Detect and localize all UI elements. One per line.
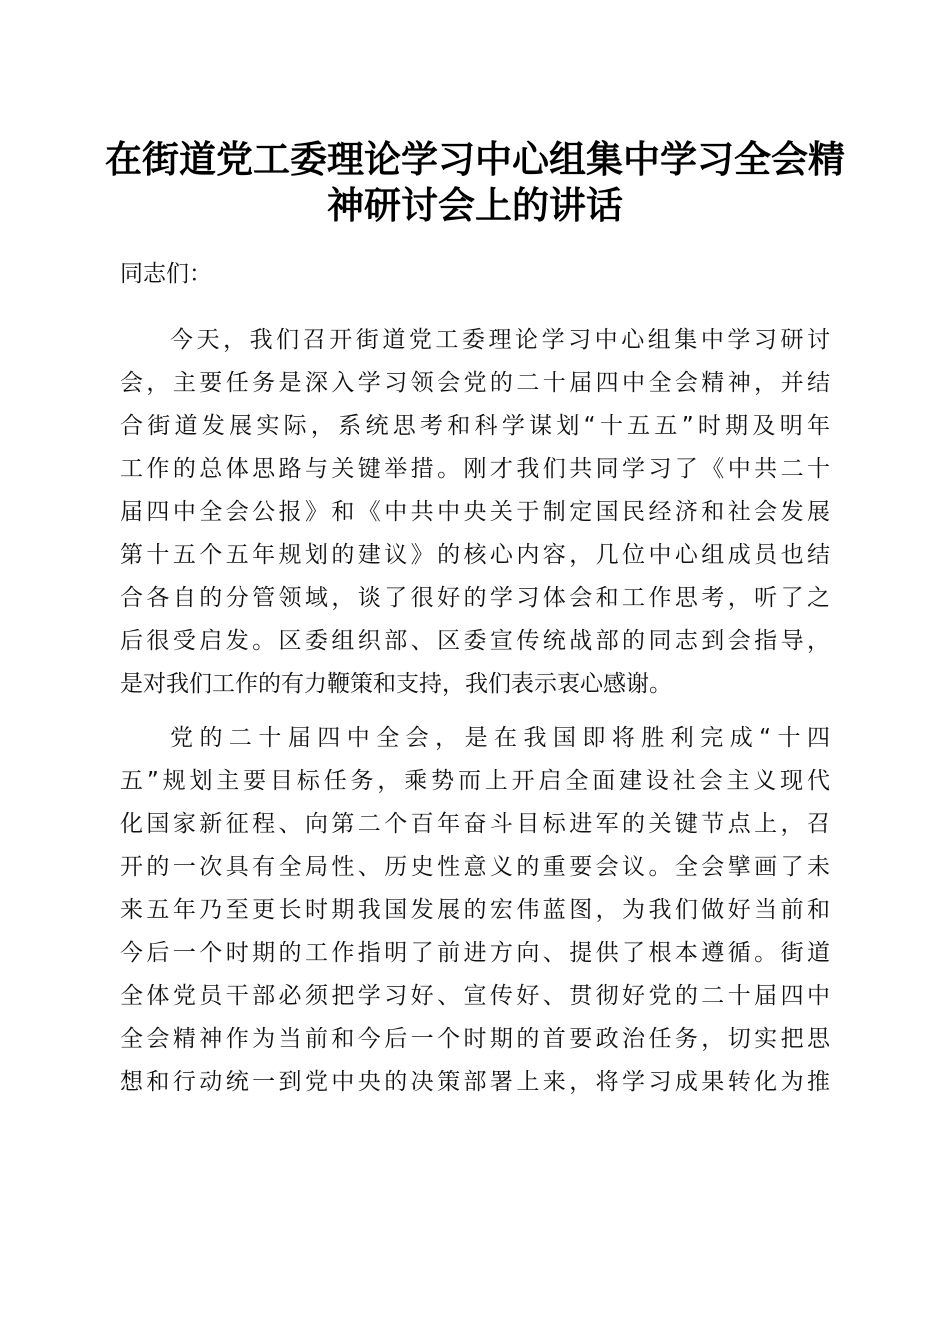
paragraph-line: 全体党员干部必须把学习好、宣传好、贯彻好党的二十届四中 (120, 983, 830, 1009)
paragraph-2 (120, 717, 830, 1104)
paragraph-1 (120, 319, 830, 706)
paragraph-line: 今后一个时期的工作指明了前进方向、提供了根本遵循。街道 (120, 940, 830, 966)
paragraph-line: 化国家新征程、向第二个百年奋斗目标进军的关键节点上，召 (120, 811, 830, 837)
salutation: 同志们： (120, 261, 212, 287)
paragraph-line: 想和行动统一到党中央的决策部署上来，将学习成果转化为推 (120, 1069, 830, 1095)
document-title-line-2: 神研讨会上的讲话 (327, 183, 623, 227)
paragraph-line: 合街道发展实际，系统思考和科学谋划“十五五”时期及明年 (120, 413, 830, 439)
document-title-line-1: 在街道党工委理论学习中心组集中学习全会精 (105, 137, 845, 181)
paragraph-line: 是对我们工作的有力鞭策和支持，我们表示衷心感谢。 (120, 671, 672, 697)
paragraph-line: 第十五个五年规划的建议》的核心内容，几位中心组成员也结 (120, 542, 830, 568)
paragraph-line: 党的二十届四中全会，是在我国即将胜利完成“十四 (170, 725, 830, 751)
paragraph-line: 届四中全会公报》和《中共中央关于制定国民经济和社会发展 (120, 499, 830, 525)
paragraph-line: 后很受启发。区委组织部、区委宣传统战部的同志到会指导， (120, 628, 830, 654)
paragraph-line: 合各自的分管领域，谈了很好的学习体会和工作思考，听了之 (120, 585, 830, 611)
paragraph-line: 今天，我们召开街道党工委理论学习中心组集中学习研讨 (170, 327, 830, 353)
paragraph-line: 会，主要任务是深入学习领会党的二十届四中全会精神，并结 (120, 370, 830, 396)
paragraph-line: 开的一次具有全局性、历史性意义的重要会议。全会擘画了未 (120, 854, 830, 880)
paragraph-line: 五”规划主要目标任务，乘势而上开启全面建设社会主义现代 (120, 768, 830, 794)
paragraph-line: 全会精神作为当前和今后一个时期的首要政治任务，切实把思 (120, 1026, 830, 1052)
paragraph-line: 来五年乃至更长时期我国发展的宏伟蓝图，为我们做好当前和 (120, 897, 830, 923)
paragraph-line: 工作的总体思路与关键举措。刚才我们共同学习了《中共二十 (120, 456, 830, 482)
